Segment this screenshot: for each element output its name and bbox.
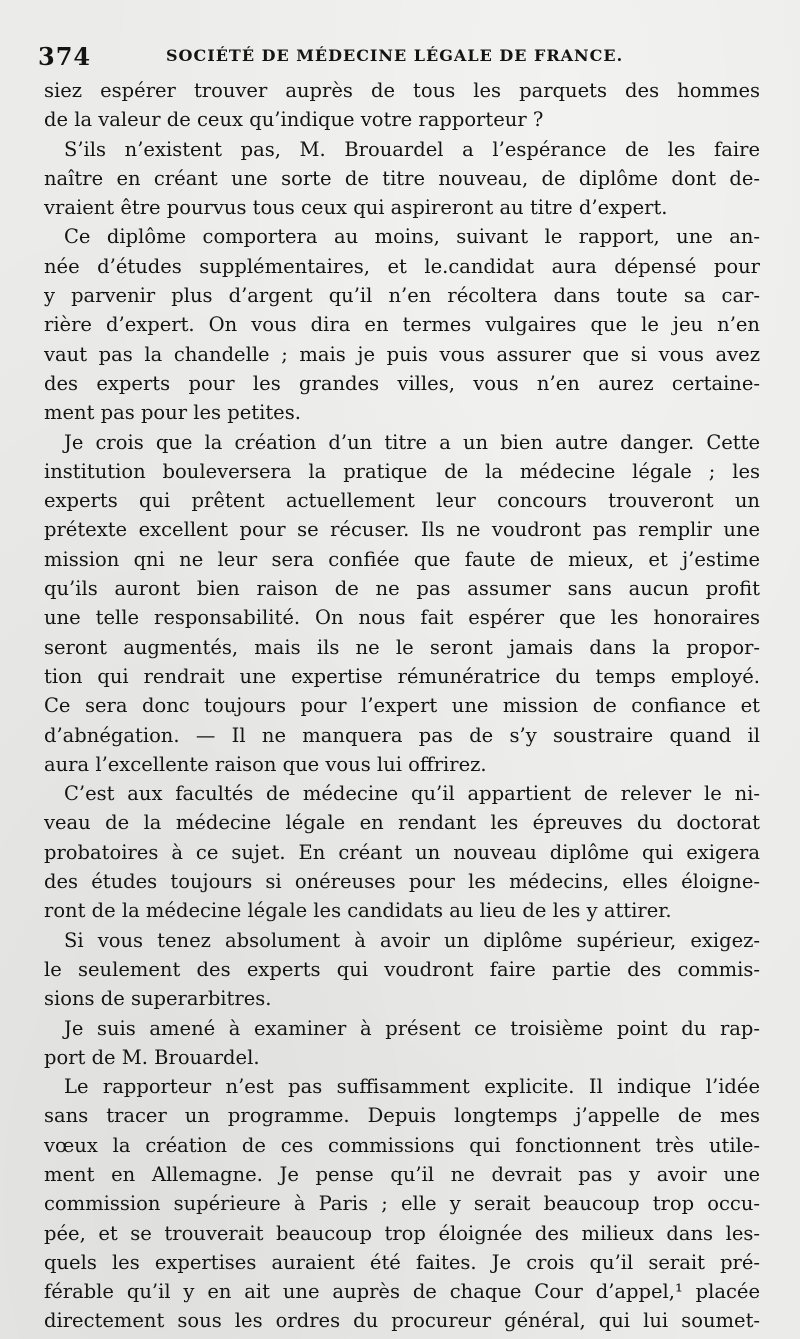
page-header [38,38,768,72]
text-line: vaut pas la chandelle ; mais je puis vous assurer que si vous avez [44,342,760,366]
text-line: ront de la médecine légale les candidats au lieu de les y attirer. [44,899,672,923]
text-line: S’ils n’existent pas, M. Brouardel a l’espérance de les faire [64,137,760,161]
text-line: Je suis amené à examiner à présent ce troisième point du rap- [64,1016,760,1040]
text-line: pée, et se trouverait beaucoup trop éloignée des milieux dans les- [44,1221,760,1245]
text-line: Je crois que la création d’un titre a un bien autre danger. Cette [64,430,760,454]
text-line: probatoires à ce sujet. En créant un nouveau diplôme qui exigera [44,840,760,864]
text-line: mission qni ne leur sera confiée que faute de mieux, et j’estime [44,547,760,571]
text-line: y parvenir plus d’argent qu’il n’en récoltera dans toute sa car- [44,284,760,308]
text-line: des experts pour les grandes villes, vous n’en aurez certaine- [44,371,760,395]
text-line: de la valeur de ceux qu’indique votre rapporteur ? [44,108,544,132]
text-line: aura l’excellente raison que vous lui offrirez. [44,752,487,776]
text-line: ment pas pour les petites. [44,401,301,425]
text-line: siez espérer trouver auprès de tous les parquets des hommes [44,79,760,102]
text-line: Le rapporteur n’est pas suffisamment explicite. Il indique l’idée [64,1075,760,1099]
running-head: SOCIÉTÉ DE MÉDECINE LÉGALE DE FRANCE. [166,46,624,65]
text-line: tion qui rendrait une expertise rémunératrice du temps employé. [44,664,760,688]
text-line: Ce sera donc toujours pour l’expert une mission de confiance et [44,694,760,718]
text-line: quels les expertises auraient été faites. Je crois qu’il serait pré- [44,1250,760,1274]
page-number: 374 [38,42,92,71]
text-line: prétexte excellent pour se récuser. Ils ne voudront pas remplir une [44,518,760,542]
text-line: port de M. Brouardel. [44,1045,260,1069]
text-line: vœux la création de ces commissions qui fonctionnent très utile- [44,1133,760,1157]
text-line: des études toujours si onéreuses pour les médecins, elles éloigne- [44,870,760,894]
text-line: qu’ils auront bien raison de ne pas assumer sans aucun profit [44,577,760,601]
text-line: directement sous les ordres du procureur général, qui lui soumet- [44,1309,760,1333]
text-line: ment en Allemagne. Je pense qu’il ne devrait pas y avoir une [44,1162,760,1186]
text-line: commission supérieure à Paris ; elle y serait beaucoup trop occu- [44,1192,760,1216]
text-line: C’est aux facultés de médecine qu’il appartient de relever le ni- [64,782,760,806]
text-line: sans tracer un programme. Depuis longtemps j’appelle de mes [44,1104,760,1128]
text-line: Si vous tenez absolument à avoir un diplôme supérieur, exigez- [64,928,760,952]
text-line: vraient être pourvus tous ceux qui aspireront au titre d’expert. [44,196,668,220]
text-line: le seulement des experts qui voudront faire partie des commis- [44,957,760,981]
text-line: naître en créant une sorte de titre nouveau, de diplôme dont de- [44,166,760,190]
text-line: experts qui prêtent actuellement leur concours trouveront un [44,489,760,513]
text-line: férable qu’il y en ait une auprès de chaque Cour d’appel,¹ placée [44,1280,760,1304]
text-line: une telle responsabilité. On nous fait espérer que les honoraires [44,606,760,630]
text-line: rière d’expert. On vous dira en termes vulgaires que le jeu n’en [44,313,760,337]
text-line: institution bouleversera la pratique de la médecine légale ; les [44,459,760,483]
text-line: seront augmentés, mais ils ne le seront jamais dans la propor- [44,635,760,659]
text-line: Ce diplôme comportera au moins, suivant le rapport, une an- [64,225,760,249]
text-line: née d’études supplémentaires, et le.candidat aura dépensé pour [44,254,760,278]
text-line: d’abnégation. — Il ne manquera pas de s’y soustraire quand il [44,723,760,747]
text-line: sions de superarbitres. [44,987,272,1011]
text-line: veau de la médecine légale en rendant les épreuves du doctorat [44,811,760,835]
body-text [44,76,760,1336]
